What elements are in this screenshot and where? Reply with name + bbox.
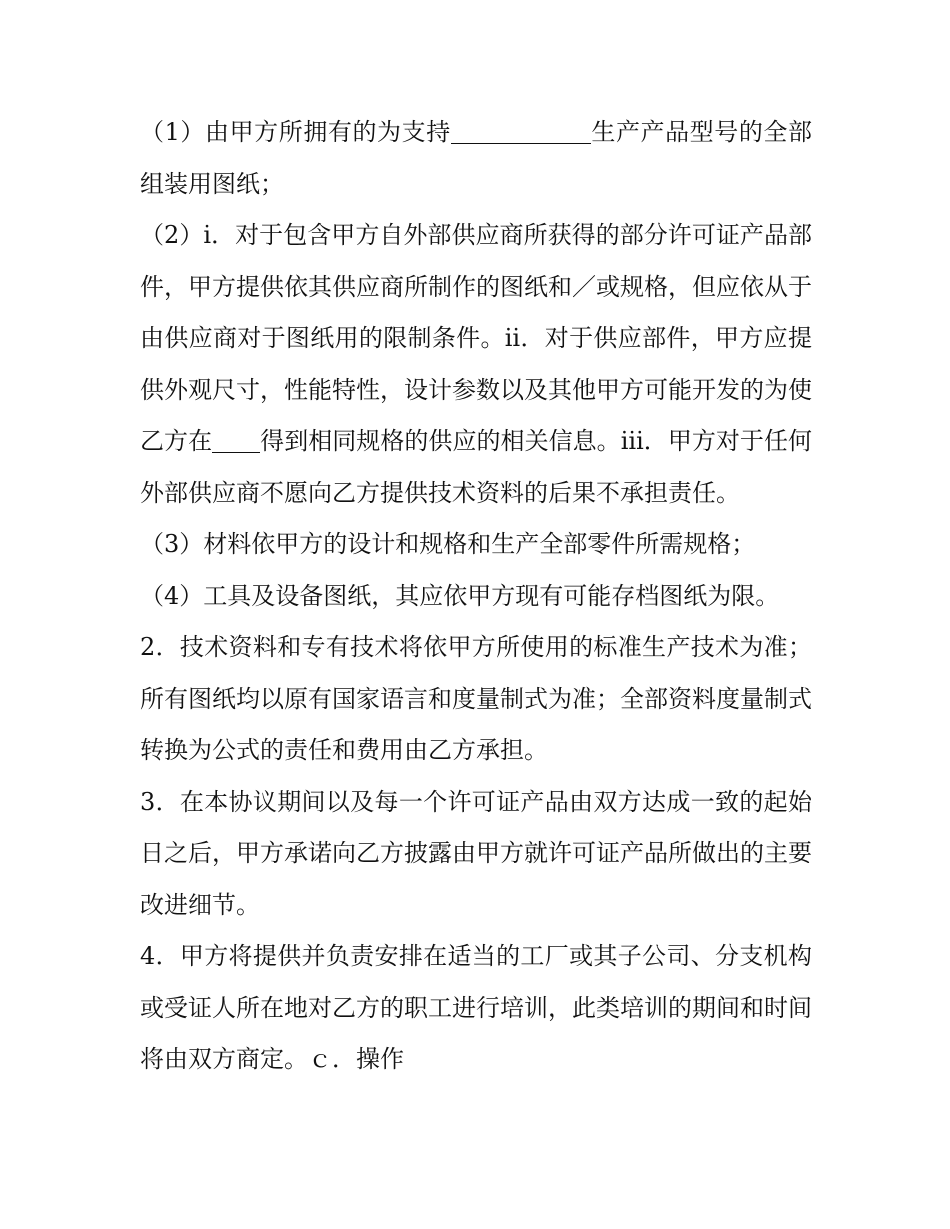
paragraph-3: （3）材料依甲方的设计和规格和生产全部零件所需规格； — [140, 530, 756, 558]
paragraph-7: 4．甲方将提供并负责安排在适当的工厂或其子公司、分支机构或受证人所在地对乙方的职工进行培训，此类培训的期间和时间将由双方商定。ｃ．操作 — [140, 942, 812, 1073]
paragraph-2 — [140, 210, 812, 519]
paragraph-4: （4）工具及设备图纸，其应依甲方现有可能存档图纸为限。 — [140, 581, 780, 610]
paragraph-1 — [140, 107, 812, 210]
paragraph-1-text-after: 生产产品型号的全部组装用图纸； — [140, 118, 812, 198]
paragraph-6: 3．在本协议期间以及每一个许可证产品由双方达成一致的起始日之后，甲方承诺向乙方披露由甲方就许可证产品所做出的主要改进细节。 — [140, 787, 812, 919]
paragraph-2-text-before: （2）ⅰ．对于包含甲方自外部供应商所获得的部分许可证产品部件，甲方提供依其供应商所制作的图纸和／或规格，但应依从于由供应商对于图纸用的限制条件。ⅱ．对于供应部件，甲方应提供外观尺寸，性能特性，设计参数以及其他甲方可能开发的为使乙方在 — [140, 221, 812, 455]
paragraph-1-text-before: （1）由甲方所拥有的为支持 — [140, 118, 451, 146]
fill-in-blank-place — [212, 428, 260, 453]
fill-in-blank-model — [451, 119, 591, 144]
paragraph-2-text-after: 得到相同规格的供应的相关信息。ⅲ．甲方对于任何外部供应商不愿向乙方提供技术资料的后果不承担责任。 — [140, 427, 813, 507]
paragraph-5: 2．技术资料和专有技术将依甲方所使用的标准生产技术为准；所有图纸均以原有国家语言和度量制式为准；全部资料度量制式转换为公式的责任和费用由乙方承担。 — [140, 633, 812, 764]
document-page — [140, 107, 812, 1086]
